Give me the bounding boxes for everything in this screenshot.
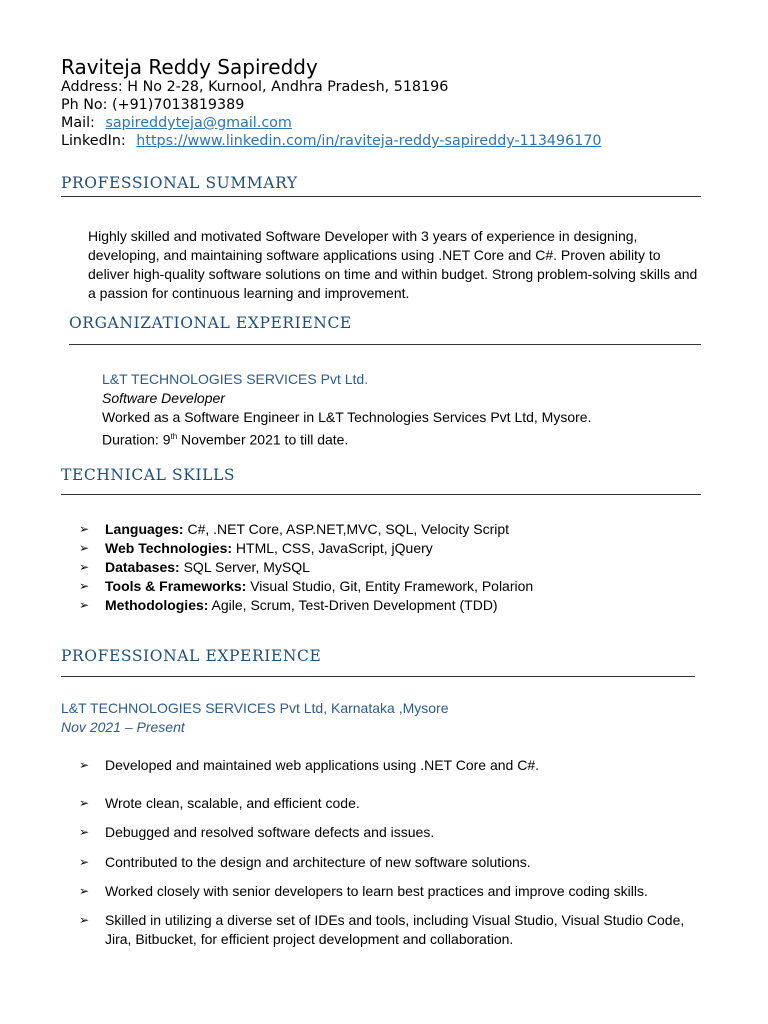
duration-sup: th bbox=[170, 432, 178, 441]
list-item: ➢ Skilled in utilizing a diverse set of IDEs and tools, including Visual Studio, Visual Studio Code, Jira, Bitbucket, for efficient project development and collaboration. bbox=[79, 912, 685, 947]
org-duration bbox=[102, 427, 702, 450]
mail-line bbox=[61, 114, 292, 132]
prof-company: L&T TECHNOLOGIES SERVICES Pvt Ltd, Karnataka ,Mysore bbox=[61, 700, 449, 716]
summary-heading: PROFESSIONAL SUMMARY bbox=[61, 174, 298, 192]
org-company: L&T TECHNOLOGIES SERVICES Pvt Ltd. bbox=[102, 371, 369, 387]
prof-experience-divider bbox=[61, 676, 695, 677]
skill-label: Languages: bbox=[105, 521, 184, 537]
skill-value: C#, .NET Core, ASP.NET,MVC, SQL, Velocity Script bbox=[183, 521, 510, 537]
skill-item bbox=[79, 558, 699, 577]
arrow-bullet-icon: ➢ bbox=[79, 913, 90, 927]
linkedin-label: LinkedIn: bbox=[61, 133, 126, 149]
skill-value: Visual Studio, Git, Entity Framework, Polarion bbox=[246, 578, 534, 594]
prof-duty-3 bbox=[79, 823, 699, 842]
skill-label: Methodologies: bbox=[105, 597, 209, 613]
arrow-bullet-icon: ➢ bbox=[79, 758, 90, 772]
arrow-bullet-icon: ➢ bbox=[79, 579, 90, 593]
org-role: Software Developer bbox=[102, 390, 225, 406]
prof-period: Nov 2021 – Present bbox=[61, 719, 185, 735]
arrow-bullet-icon: ➢ bbox=[79, 598, 90, 612]
org-experience-heading: ORGANIZATIONAL EXPERIENCE bbox=[69, 314, 352, 332]
prof-duty-2 bbox=[79, 794, 699, 813]
list-item: ➢ Wrote clean, scalable, and efficient code. bbox=[79, 795, 360, 811]
phone: Ph No: (+91)7013819389 bbox=[61, 97, 245, 113]
list-item: ➢ Debugged and resolved software defects and issues. bbox=[79, 824, 435, 840]
linkedin-link[interactable]: https://www.linkedin.com/in/raviteja-reddy-sapireddy-113496170 bbox=[136, 133, 602, 149]
email-link[interactable]: sapireddyteja@gmail.com bbox=[105, 115, 292, 131]
duration-suffix: November 2021 to till date. bbox=[177, 431, 349, 448]
skill-value: Agile, Scrum, Test-Driven Development (TDD) bbox=[208, 597, 498, 613]
arrow-bullet-icon: ➢ bbox=[79, 796, 90, 810]
address: Address: H No 2-28, Kurnool, Andhra Pradesh, 518196 bbox=[61, 79, 449, 95]
linkedin-line bbox=[61, 132, 602, 150]
skill-label: Tools & Frameworks: bbox=[105, 578, 247, 594]
skill-item bbox=[79, 596, 699, 615]
skills-divider bbox=[61, 494, 701, 495]
duration-prefix: Duration: 9 bbox=[102, 431, 171, 448]
arrow-bullet-icon: ➢ bbox=[79, 560, 90, 574]
list-item: ➢ Worked closely with senior developers to learn best practices and improve coding skills. bbox=[79, 883, 648, 899]
skills-list bbox=[79, 520, 699, 615]
prof-duty-5 bbox=[79, 882, 699, 901]
org-experience-divider bbox=[69, 344, 701, 345]
skill-label: Web Technologies: bbox=[105, 540, 233, 556]
candidate-name: Raviteja Reddy Sapireddy bbox=[61, 55, 318, 79]
arrow-bullet-icon: ➢ bbox=[79, 855, 90, 869]
arrow-bullet-icon: ➢ bbox=[79, 825, 90, 839]
summary-text: Highly skilled and motivated Software Developer with 3 years of experience in designing, developing, and maintaining software applications using .NET Core and C#. Proven ability to deliver high-quality software solutions on time and within budget. Strong problem-solving skills and a passion for continuous learning and improvement. bbox=[88, 228, 698, 301]
prof-duty-1 bbox=[79, 756, 699, 775]
skill-value: SQL Server, MySQL bbox=[179, 559, 310, 575]
arrow-bullet-icon: ➢ bbox=[79, 541, 90, 555]
arrow-bullet-icon: ➢ bbox=[79, 522, 90, 536]
skill-item bbox=[79, 520, 699, 539]
list-item: ➢ Developed and maintained web applications using .NET Core and C#. bbox=[79, 757, 540, 773]
prof-duty-6 bbox=[79, 911, 701, 949]
skill-label: Databases: bbox=[105, 559, 180, 575]
prof-duty-4 bbox=[79, 853, 699, 872]
mail-label: Mail: bbox=[61, 115, 95, 131]
arrow-bullet-icon: ➢ bbox=[79, 884, 90, 898]
skill-item bbox=[79, 577, 699, 596]
skills-heading: TECHNICAL SKILLS bbox=[61, 466, 236, 484]
org-description: Worked as a Software Engineer in L&T Technologies Services Pvt Ltd, Mysore. bbox=[102, 409, 592, 425]
prof-experience-heading: PROFESSIONAL EXPERIENCE bbox=[61, 647, 322, 665]
org-experience-block bbox=[102, 370, 702, 450]
skill-item bbox=[79, 539, 699, 558]
summary-divider bbox=[61, 196, 701, 197]
skill-value: HTML, CSS, JavaScript, jQuery bbox=[232, 540, 433, 556]
list-item: ➢ Contributed to the design and architecture of new software solutions. bbox=[79, 854, 531, 870]
